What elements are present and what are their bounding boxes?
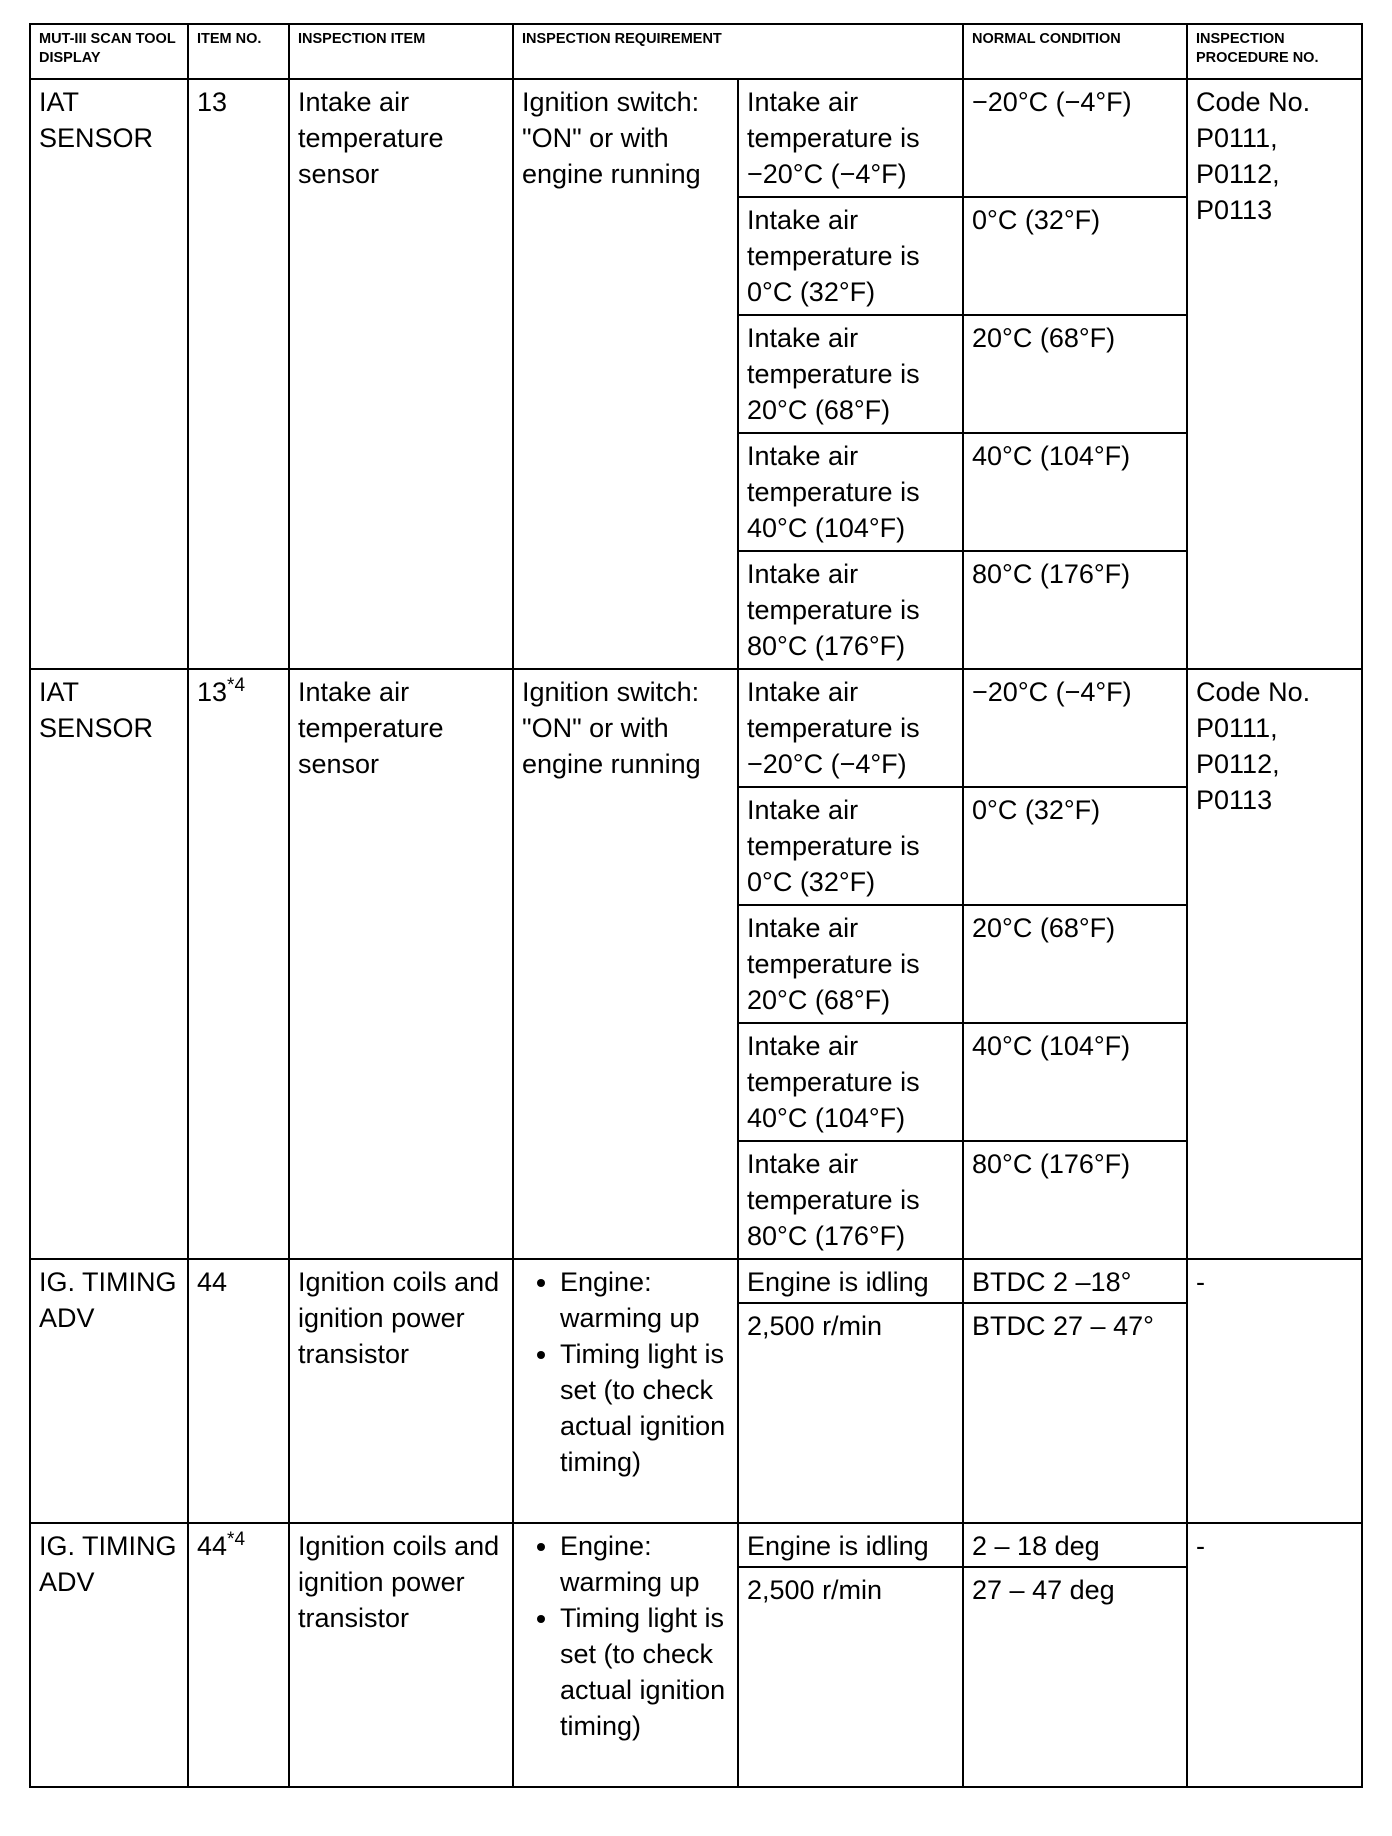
normal-cell: BTDC 2 –18° <box>963 1259 1187 1303</box>
requirement-cell: Ignition switch: "ON" or with engine running <box>513 669 738 1259</box>
table-row <box>30 1259 1362 1303</box>
header-normal: NORMAL CONDITION <box>963 24 1187 79</box>
item-cell: Ignition coils and ignition power transistor <box>289 1259 513 1523</box>
item-cell: Ignition coils and ignition power transistor <box>289 1523 513 1787</box>
item-no: 44 <box>197 1531 228 1561</box>
requirement-list <box>522 1264 731 1480</box>
normal-cell: 20°C (68°F) <box>963 315 1187 433</box>
inspection-table <box>29 23 1363 1788</box>
normal-cell: 27 – 47 deg <box>963 1567 1187 1787</box>
normal-cell: 2 – 18 deg <box>963 1523 1187 1567</box>
condition-cell: 2,500 r/min <box>738 1303 963 1523</box>
normal-cell: 0°C (32°F) <box>963 197 1187 315</box>
procedure-cell: - <box>1187 1259 1362 1523</box>
condition-cell: Intake air temperature is −20°C (−4°F) <box>738 79 963 197</box>
condition-cell: Intake air temperature is 20°C (68°F) <box>738 315 963 433</box>
requirement-list <box>522 1528 731 1744</box>
display-cell: IAT SENSOR <box>30 669 188 1259</box>
list-item: • Engine: warming up <box>560 1528 731 1600</box>
requirement-cell: Ignition switch: "ON" or with engine running <box>513 79 738 669</box>
normal-cell: 20°C (68°F) <box>963 905 1187 1023</box>
list-item: • Timing light is set (to check actual ignition timing) <box>560 1336 731 1480</box>
condition-cell: Intake air temperature is 80°C (176°F) <box>738 551 963 669</box>
normal-cell: 0°C (32°F) <box>963 787 1187 905</box>
normal-cell: 40°C (104°F) <box>963 433 1187 551</box>
condition-cell: Intake air temperature is 0°C (32°F) <box>738 787 963 905</box>
item-no: 13 <box>197 677 228 707</box>
condition-cell: Intake air temperature is 20°C (68°F) <box>738 905 963 1023</box>
item-cell: Intake air temperature sensor <box>289 669 513 1259</box>
item-footnote: *4 <box>227 1529 246 1550</box>
requirement-cell <box>513 1259 738 1523</box>
condition-cell: 2,500 r/min <box>738 1567 963 1787</box>
header-procedure: INSPECTION PROCEDURE NO. <box>1187 24 1362 79</box>
header-item: INSPECTION ITEM <box>289 24 513 79</box>
condition-cell: Engine is idling <box>738 1259 963 1303</box>
normal-cell: BTDC 27 – 47° <box>963 1303 1187 1523</box>
item-no: 13 <box>197 87 228 117</box>
table-row <box>30 669 1362 787</box>
header-display: MUT-III SCAN TOOL DISPLAY <box>30 24 188 79</box>
condition-cell: Engine is idling <box>738 1523 963 1567</box>
item-cell: Intake air temperature sensor <box>289 79 513 669</box>
inspection-table-sheet <box>29 23 1361 1788</box>
procedure-cell: Code No. P0111, P0112, P0113 <box>1187 669 1362 1259</box>
condition-cell: Intake air temperature is −20°C (−4°F) <box>738 669 963 787</box>
normal-cell: 80°C (176°F) <box>963 551 1187 669</box>
item-no-cell <box>188 669 289 1259</box>
list-item: • Timing light is set (to check actual ignition timing) <box>560 1600 731 1744</box>
table-row <box>30 1523 1362 1567</box>
condition-cell: Intake air temperature is 0°C (32°F) <box>738 197 963 315</box>
item-no-cell <box>188 79 289 669</box>
display-cell: IAT SENSOR <box>30 79 188 669</box>
header-item-no: ITEM NO. <box>188 24 289 79</box>
condition-cell: Intake air temperature is 80°C (176°F) <box>738 1141 963 1259</box>
header-row <box>30 24 1362 79</box>
item-footnote: *4 <box>227 675 246 696</box>
normal-cell: 80°C (176°F) <box>963 1141 1187 1259</box>
requirement-cell <box>513 1523 738 1787</box>
normal-cell: −20°C (−4°F) <box>963 669 1187 787</box>
condition-cell: Intake air temperature is 40°C (104°F) <box>738 433 963 551</box>
procedure-cell: - <box>1187 1523 1362 1787</box>
item-no-cell <box>188 1259 289 1523</box>
item-no: 44 <box>197 1267 228 1297</box>
condition-cell: Intake air temperature is 40°C (104°F) <box>738 1023 963 1141</box>
normal-cell: −20°C (−4°F) <box>963 79 1187 197</box>
procedure-cell: Code No. P0111, P0112, P0113 <box>1187 79 1362 669</box>
header-requirement: INSPECTION REQUIREMENT <box>513 24 963 79</box>
item-no-cell <box>188 1523 289 1787</box>
display-cell: IG. TIMING ADV <box>30 1259 188 1523</box>
display-cell: IG. TIMING ADV <box>30 1523 188 1787</box>
table-row <box>30 79 1362 197</box>
normal-cell: 40°C (104°F) <box>963 1023 1187 1141</box>
list-item: • Engine: warming up <box>560 1264 731 1336</box>
